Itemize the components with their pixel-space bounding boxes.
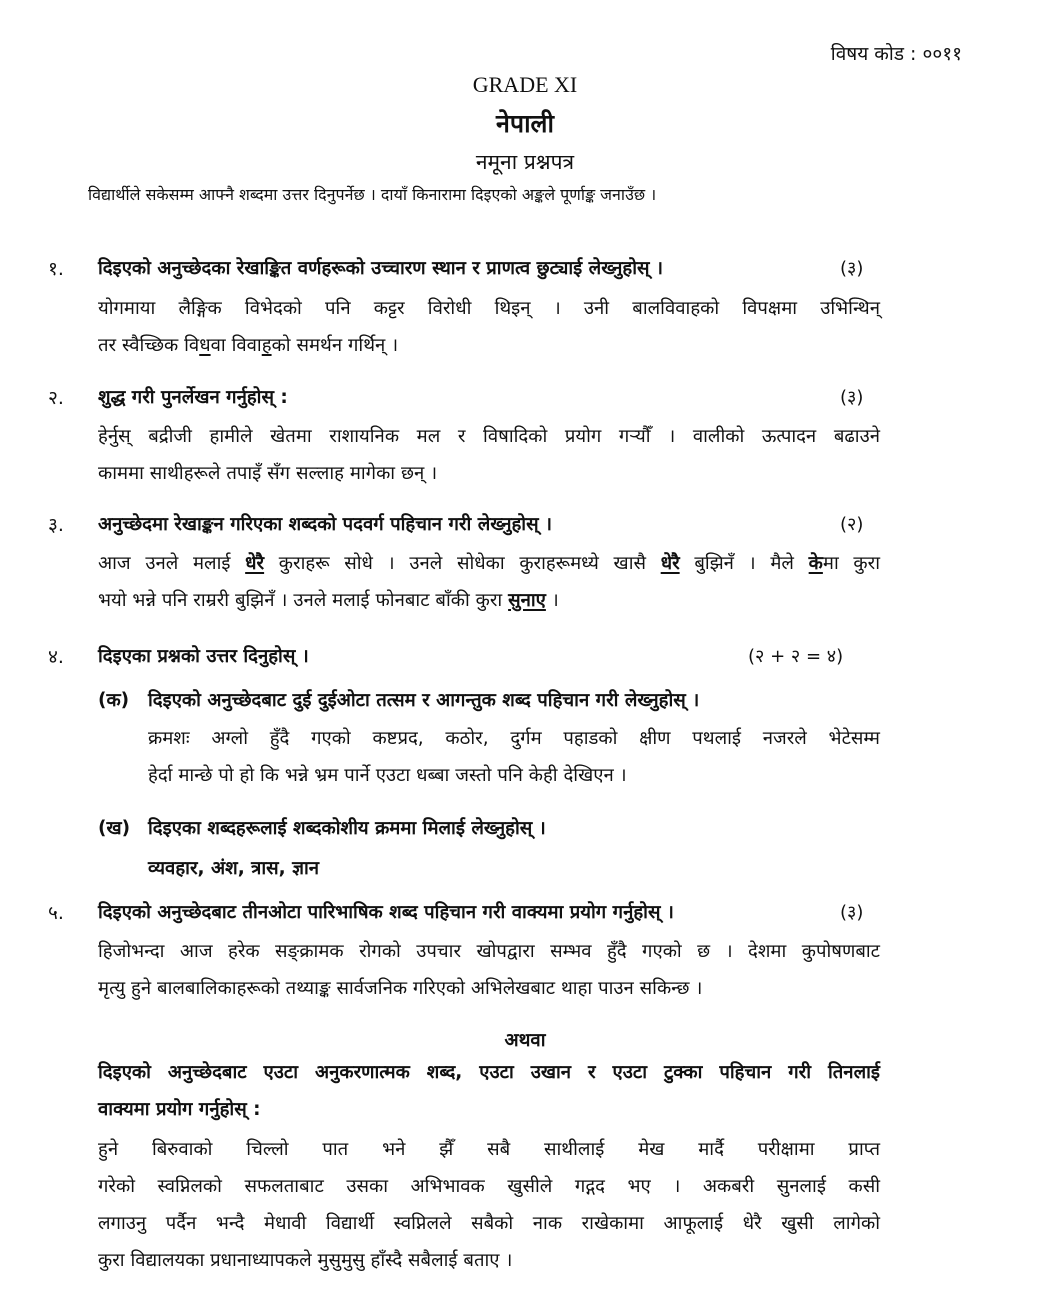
- passage-line: हेर्नुस् बद्रीजी हामीले खेतमा राशायनिक मल र विषादिको प्रयोग गर्‍यौँ । वालीको ऊत्पादन बढाउने: [98, 426, 880, 447]
- question-5-alternative-passage: [98, 1131, 880, 1279]
- grade-title: GRADE XI: [472, 72, 578, 97]
- subject-code: विषय कोड : ००११: [830, 43, 962, 65]
- question-4-kha-text: दिइएका शब्दहरूलाई शब्दकोशीय क्रममा मिलाई लेख्नुहोस् ।: [148, 818, 546, 839]
- question-5-text: दिइएको अनुच्छेदबाट तीनओटा पारिभाषिक शब्द पहिचान गरी वाक्यमा प्रयोग गर्नुहोस् ।: [98, 902, 674, 923]
- question-2-marks: (३): [840, 387, 864, 408]
- question-2-passage: [98, 418, 880, 492]
- paper-type: नमूना प्रश्नपत्र: [475, 150, 575, 174]
- question-1-marks: (३): [840, 258, 864, 279]
- or-separator: अथवा: [504, 1030, 546, 1051]
- passage-line: तर स्वैच्छिक विधवा विवाहको समर्थन गर्थिन् ।: [98, 335, 399, 356]
- passage-line: गरेको स्वप्निलको सफलताबाट उसका अभिभावक खुसीले गद्गद भए । अकबरी सुनलाई कसी: [98, 1176, 880, 1197]
- passage-line: मृत्यु हुने बालबालिकाहरूको तथ्याङ्क सार्वजनिक गरिएको अभिलेखबाट थाहा पाउन सकिन्छ ।: [98, 978, 703, 999]
- passage-line: काममा साथीहरूले तपाइँ सँग सल्लाह मागेका छन् ।: [98, 463, 438, 484]
- alternative-line: दिइएको अनुच्छेदबाट एउटा अनुकरणात्मक शब्द, एउटा उखान र एउटा टुक्का पहिचान गरी तिनलाई: [98, 1062, 880, 1083]
- subject-title: नेपाली: [496, 109, 554, 138]
- passage-line: कुरा विद्यालयका प्रधानाध्यापकले मुसुमुसु हाँस्दै सबैलाई बताए ।: [98, 1250, 513, 1271]
- underlined-word: के: [808, 553, 823, 574]
- question-4-ka-text: दिइएको अनुच्छेदबाट दुई दुईओटा तत्सम र आगन्तुक शब्द पहिचान गरी लेख्नुहोस् ।: [148, 690, 700, 711]
- question-2-text: शुद्ध गरी पुनर्लेखन गर्नुहोस् :: [98, 387, 288, 408]
- question-4-text: दिइएका प्रश्नको उत्तर दिनुहोस् ।: [98, 646, 309, 667]
- alternative-line: वाक्यमा प्रयोग गर्नुहोस् :: [98, 1099, 261, 1120]
- passage-line: भयो भन्ने पनि राम्ररी बुझिनँ । उनले मलाई फोनबाट बाँकी कुरा सुनाए ।: [98, 590, 559, 611]
- passage-line: लगाउनु पर्दैन भन्दै मेधावी विद्यार्थी स्वप्निलले सबैको नाक राखेकामा आफूलाई धेरै खुसी लागेको: [98, 1213, 880, 1234]
- question-4-ka-number: (क): [98, 690, 130, 711]
- question-5-number: ५.: [48, 902, 64, 924]
- question-5-passage: [98, 933, 880, 1007]
- question-2-number: २.: [48, 387, 64, 409]
- question-4-number: ४.: [48, 646, 64, 668]
- question-4-kha-number: (ख): [98, 818, 131, 839]
- question-1-number: १.: [48, 258, 64, 280]
- question-5-marks: (३): [840, 902, 864, 923]
- instruction-text: विद्यार्थीले सकेसम्म आफ्नै शब्दमा उत्तर दिनुपर्नेछ । दायाँ किनारामा दिइएको अङ्कले पूर्णाङ्क जनाउँछ ।: [88, 185, 657, 204]
- question-4-kha-words: व्यवहार, अंश, त्रास, ज्ञान: [148, 858, 320, 879]
- passage-line: क्रमशः अग्लो हुँदै गएको कष्टप्रद, कठोर, दुर्गम पहाडको क्षीण पथलाई नजरले भेटेसम्म: [148, 728, 880, 749]
- underlined-letter: ह: [261, 335, 272, 356]
- passage-line: हेर्दा मान्छे पो हो कि भन्ने भ्रम पार्ने एउटा धब्बा जस्तो पनि केही देखिएन ।: [148, 765, 627, 786]
- underlined-word: सुनाए: [508, 590, 546, 611]
- underlined-letter: ध: [199, 335, 211, 356]
- question-3-text: अनुच्छेदमा रेखाङ्कन गरिएका शब्दको पदवर्ग पहिचान गरी लेख्नुहोस् ।: [98, 514, 553, 535]
- question-3-marks: (२): [840, 514, 864, 535]
- question-5-alternative-text: [98, 1054, 880, 1128]
- question-1-passage: [98, 290, 880, 364]
- question-4-ka-passage: [148, 720, 880, 794]
- passage-line: आज उनले मलाई धेरै कुराहरू सोधे । उनले सोधेका कुराहरूमध्ये खासै धेरै बुझिनँ । मैले केमा कुरा: [98, 553, 880, 574]
- underlined-word: धेरै: [245, 553, 265, 574]
- question-4-marks: (२ + २ = ४): [748, 646, 844, 667]
- question-3-passage: [98, 545, 880, 619]
- passage-line: योगमाया लैङ्गिक विभेदको पनि कट्टर विरोधी थिइन् । उनी बालविवाहको विपक्षमा उभिन्थिन्: [98, 298, 880, 319]
- question-3-number: ३.: [48, 514, 64, 536]
- question-1-text: दिइएको अनुच्छेदका रेखाङ्कित वर्णहरूको उच्चारण स्थान र प्राणत्व छुट्याई लेख्नुहोस् ।: [98, 258, 664, 279]
- passage-line: हुने बिरुवाको चिल्लो पात भने झैँ सबै साथीलाई मेख मार्दै परीक्षामा प्राप्त: [98, 1139, 880, 1160]
- passage-line: हिजोभन्दा आज हरेक सङ्क्रामक रोगको उपचार खोपद्वारा सम्भव हुँदै गएको छ । देशमा कुपोषणबाट: [98, 941, 880, 962]
- underlined-word: धेरै: [660, 553, 680, 574]
